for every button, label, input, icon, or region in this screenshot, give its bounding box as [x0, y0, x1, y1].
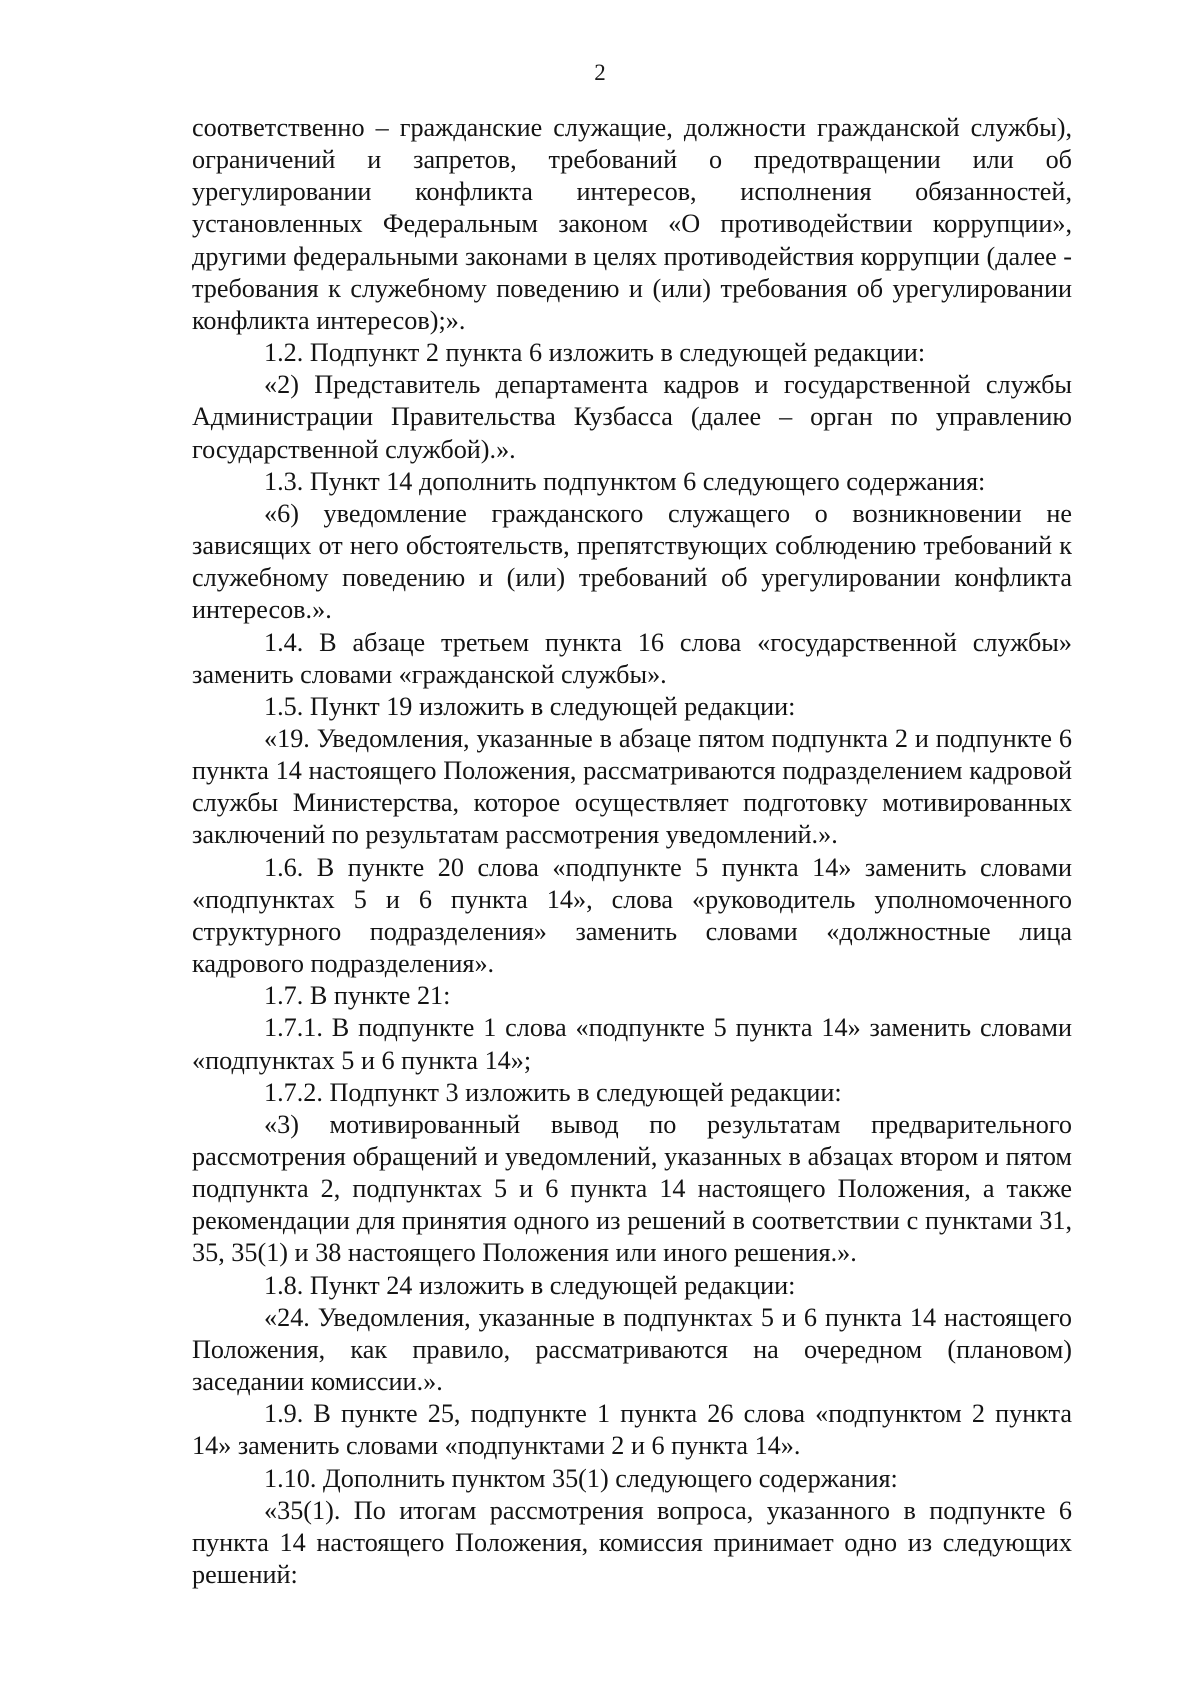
- paragraph-1-8-text: «24. Уведомления, указанные в подпунктах 5 и 6 пункта 14 настоящего Положения, как правило, рассматриваются на очередном (плановом) заседании комиссии.».: [192, 1302, 1072, 1397]
- paragraph-continuation: соответственно – гражданские служащие, должности гражданской службы), ограничений и запретов, требований о предотвращении или об урегулировании конфликта интересов, исполнения обязанностей, установленных Федеральным законом «О противодействии коррупции», другими федеральными законами в целях противодействия коррупции (далее - требования к служебному поведению и (или) требования об урегулировании конфликта интересов);».: [192, 113, 1072, 335]
- paragraph-1-4: 1.4. В абзаце третьем пункта 16 слова «государственной службы» заменить словами «гражданской службы».: [192, 627, 1072, 689]
- paragraph-1-7-2-text: «3) мотивированный вывод по результатам предварительного рассмотрения обращений и уведомлений, указанных в абзацах втором и пятом подпункта 2, подпунктах 5 и 6 пункта 14 настоящего Положения, а также рекомендации для принятия одного из решений в соответствии с пунктами 31, 35, 35(1) и 38 настоящего Положения или иного решения.».: [192, 1109, 1072, 1268]
- paragraph-1-5: 1.5. Пункт 19 изложить в следующей редакции:: [264, 691, 796, 721]
- page-number: 2: [594, 60, 606, 85]
- paragraph-1-10-text: «35(1). По итогам рассмотрения вопроса, указанного в подпункте 6 пункта 14 настоящего Положения, комиссия принимает одно из следующих решений:: [192, 1495, 1072, 1590]
- paragraph-1-6: 1.6. В пункте 20 слова «подпункте 5 пункта 14» заменить словами «подпунктах 5 и 6 пункта 14», слова «руководитель уполномоченного структурного подразделения» заменить словами «должностные лица кадрового подразделения».: [192, 852, 1072, 979]
- paragraph-1-8: 1.8. Пункт 24 изложить в следующей редакции:: [264, 1270, 796, 1300]
- paragraph-1-7-2: 1.7.2. Подпункт 3 изложить в следующей редакции:: [264, 1077, 842, 1107]
- document-body: [192, 112, 1072, 1591]
- paragraph-1-9: 1.9. В пункте 25, подпункте 1 пункта 26 слова «подпунктом 2 пункта 14» заменить словами «подпунктами 2 и 6 пункта 14».: [192, 1399, 1072, 1461]
- paragraph-1-10: 1.10. Дополнить пунктом 35(1) следующего содержания:: [264, 1463, 898, 1493]
- paragraph-1-7: 1.7. В пункте 21:: [264, 981, 451, 1011]
- paragraph-1-7-1: 1.7.1. В подпункте 1 слова «подпункте 5 пункта 14» заменить словами «подпунктах 5 и 6 пункта 14»;: [192, 1013, 1072, 1075]
- paragraph-1-2-text: «2) Представитель департамента кадров и государственной службы Администрации Правительства Кузбасса (далее – орган по управлению государственной службой).».: [192, 370, 1072, 464]
- paragraph-1-5-text: «19. Уведомления, указанные в абзаце пятом подпункта 2 и подпункте 6 пункта 14 настоящего Положения, рассматриваются подразделением кадровой службы Министерства, которое осуществляет подготовку мотивированных заключений по результатам рассмотрения уведомлений.».: [192, 723, 1072, 850]
- paragraph-1-3: 1.3. Пункт 14 дополнить подпунктом 6 следующего содержания:: [264, 466, 986, 496]
- paragraph-1-3-text: «6) уведомление гражданского служащего о возникновении не зависящих от него обстоятельств, препятствующих соблюдению требований к служебному поведению и (или) требований об урегулировании конфликта интересов.».: [192, 498, 1072, 625]
- paragraph-1-2: 1.2. Подпункт 2 пункта 6 изложить в следующей редакции:: [264, 338, 926, 368]
